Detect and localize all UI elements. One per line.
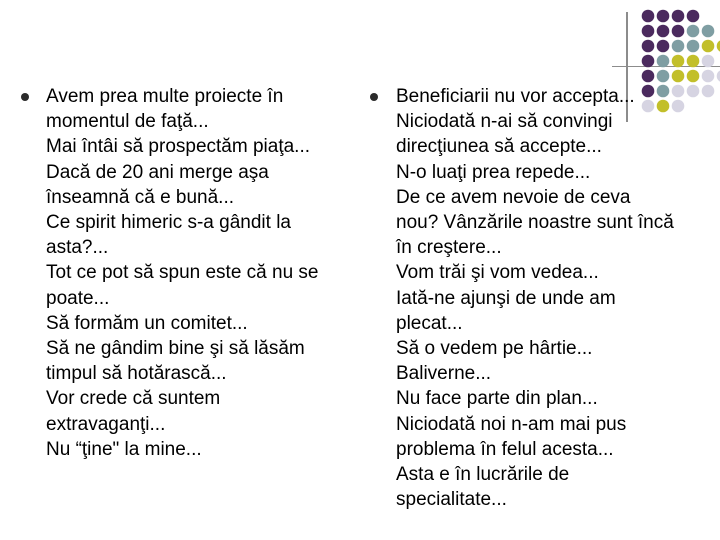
text-line: Tot ce pot să spun este că nu se [46, 262, 319, 284]
text-line: Nu “ţine" la mine... [46, 438, 202, 460]
left-text-block [46, 84, 356, 462]
decor-dot [687, 55, 700, 68]
decor-dot [702, 40, 715, 53]
decor-dot [642, 40, 655, 53]
text-line: N-o luaţi prea repede... [396, 161, 591, 183]
decor-dot [687, 70, 700, 83]
decor-dot [657, 70, 670, 83]
text-line: Ce spirit himeric s-a gândit la [46, 212, 291, 234]
decor-dot [702, 70, 715, 83]
decor-dot [672, 40, 685, 53]
text-line: Nu face parte din plan... [396, 388, 598, 410]
bullet-icon [370, 93, 378, 101]
right-bullet-column [396, 84, 716, 512]
decor-dot [672, 25, 685, 38]
text-line: Dacă de 20 ani merge aşa [46, 161, 269, 183]
decor-dot [687, 40, 700, 53]
text-line: Vom trăi şi vom vedea... [396, 262, 599, 284]
text-line: Să ne gândim bine şi să lăsăm [46, 338, 305, 360]
text-line: De ce avem nevoie de ceva [396, 186, 631, 208]
text-line: Niciodată n-ai să convingi [396, 111, 613, 133]
text-line: Niciodată noi n-am mai pus [396, 413, 627, 435]
text-line: Beneficiarii nu vor accepta... [396, 86, 635, 107]
text-line: plecat... [396, 312, 463, 334]
text-line: timpul să hotărască... [46, 363, 227, 385]
text-line: problema în felul acesta... [396, 438, 614, 460]
text-line: Iată-ne ajunşi de unde am [396, 287, 616, 309]
decor-dot [642, 55, 655, 68]
text-line: Vor crede că suntem [46, 388, 221, 410]
text-line: înseamnă că e bună... [46, 186, 235, 208]
decor-dot [657, 25, 670, 38]
decor-dot [672, 70, 685, 83]
decor-dot [687, 25, 700, 38]
decor-dot [657, 10, 670, 23]
decor-dot [687, 10, 700, 23]
text-line: poate... [46, 287, 110, 309]
left-bullet-item [46, 84, 356, 462]
text-line: extravaganţi... [46, 413, 166, 435]
decor-dot [642, 10, 655, 23]
right-text-block [396, 84, 716, 512]
decor-dot [657, 55, 670, 68]
text-line: Asta e în lucrările de [396, 464, 570, 486]
text-line: Baliverne... [396, 363, 492, 385]
decor-dot [672, 10, 685, 23]
text-line: Să o vedem pe hârtie... [396, 338, 593, 360]
bullet-icon [21, 93, 29, 101]
decor-dot [642, 70, 655, 83]
text-line: direcţiunea să accepte... [396, 136, 602, 158]
text-line: asta?... [46, 237, 109, 259]
decor-dot [657, 40, 670, 53]
text-line: Mai întâi să prospectăm piaţa... [46, 136, 311, 158]
decor-dot [702, 55, 715, 68]
text-line: Să formăm un comitet... [46, 312, 248, 334]
decor-dot [642, 25, 655, 38]
text-line: specialitate... [396, 489, 507, 511]
text-line: nou? Vânzările noastre sunt încă [396, 212, 674, 234]
text-line: momentul de faţă... [46, 111, 209, 133]
left-bullet-column [46, 84, 356, 462]
text-line: în creştere... [396, 237, 502, 259]
right-bullet-item [396, 84, 716, 512]
decor-dot [702, 25, 715, 38]
decor-dot [672, 55, 685, 68]
text-line: Avem prea multe proiecte în [46, 86, 284, 107]
